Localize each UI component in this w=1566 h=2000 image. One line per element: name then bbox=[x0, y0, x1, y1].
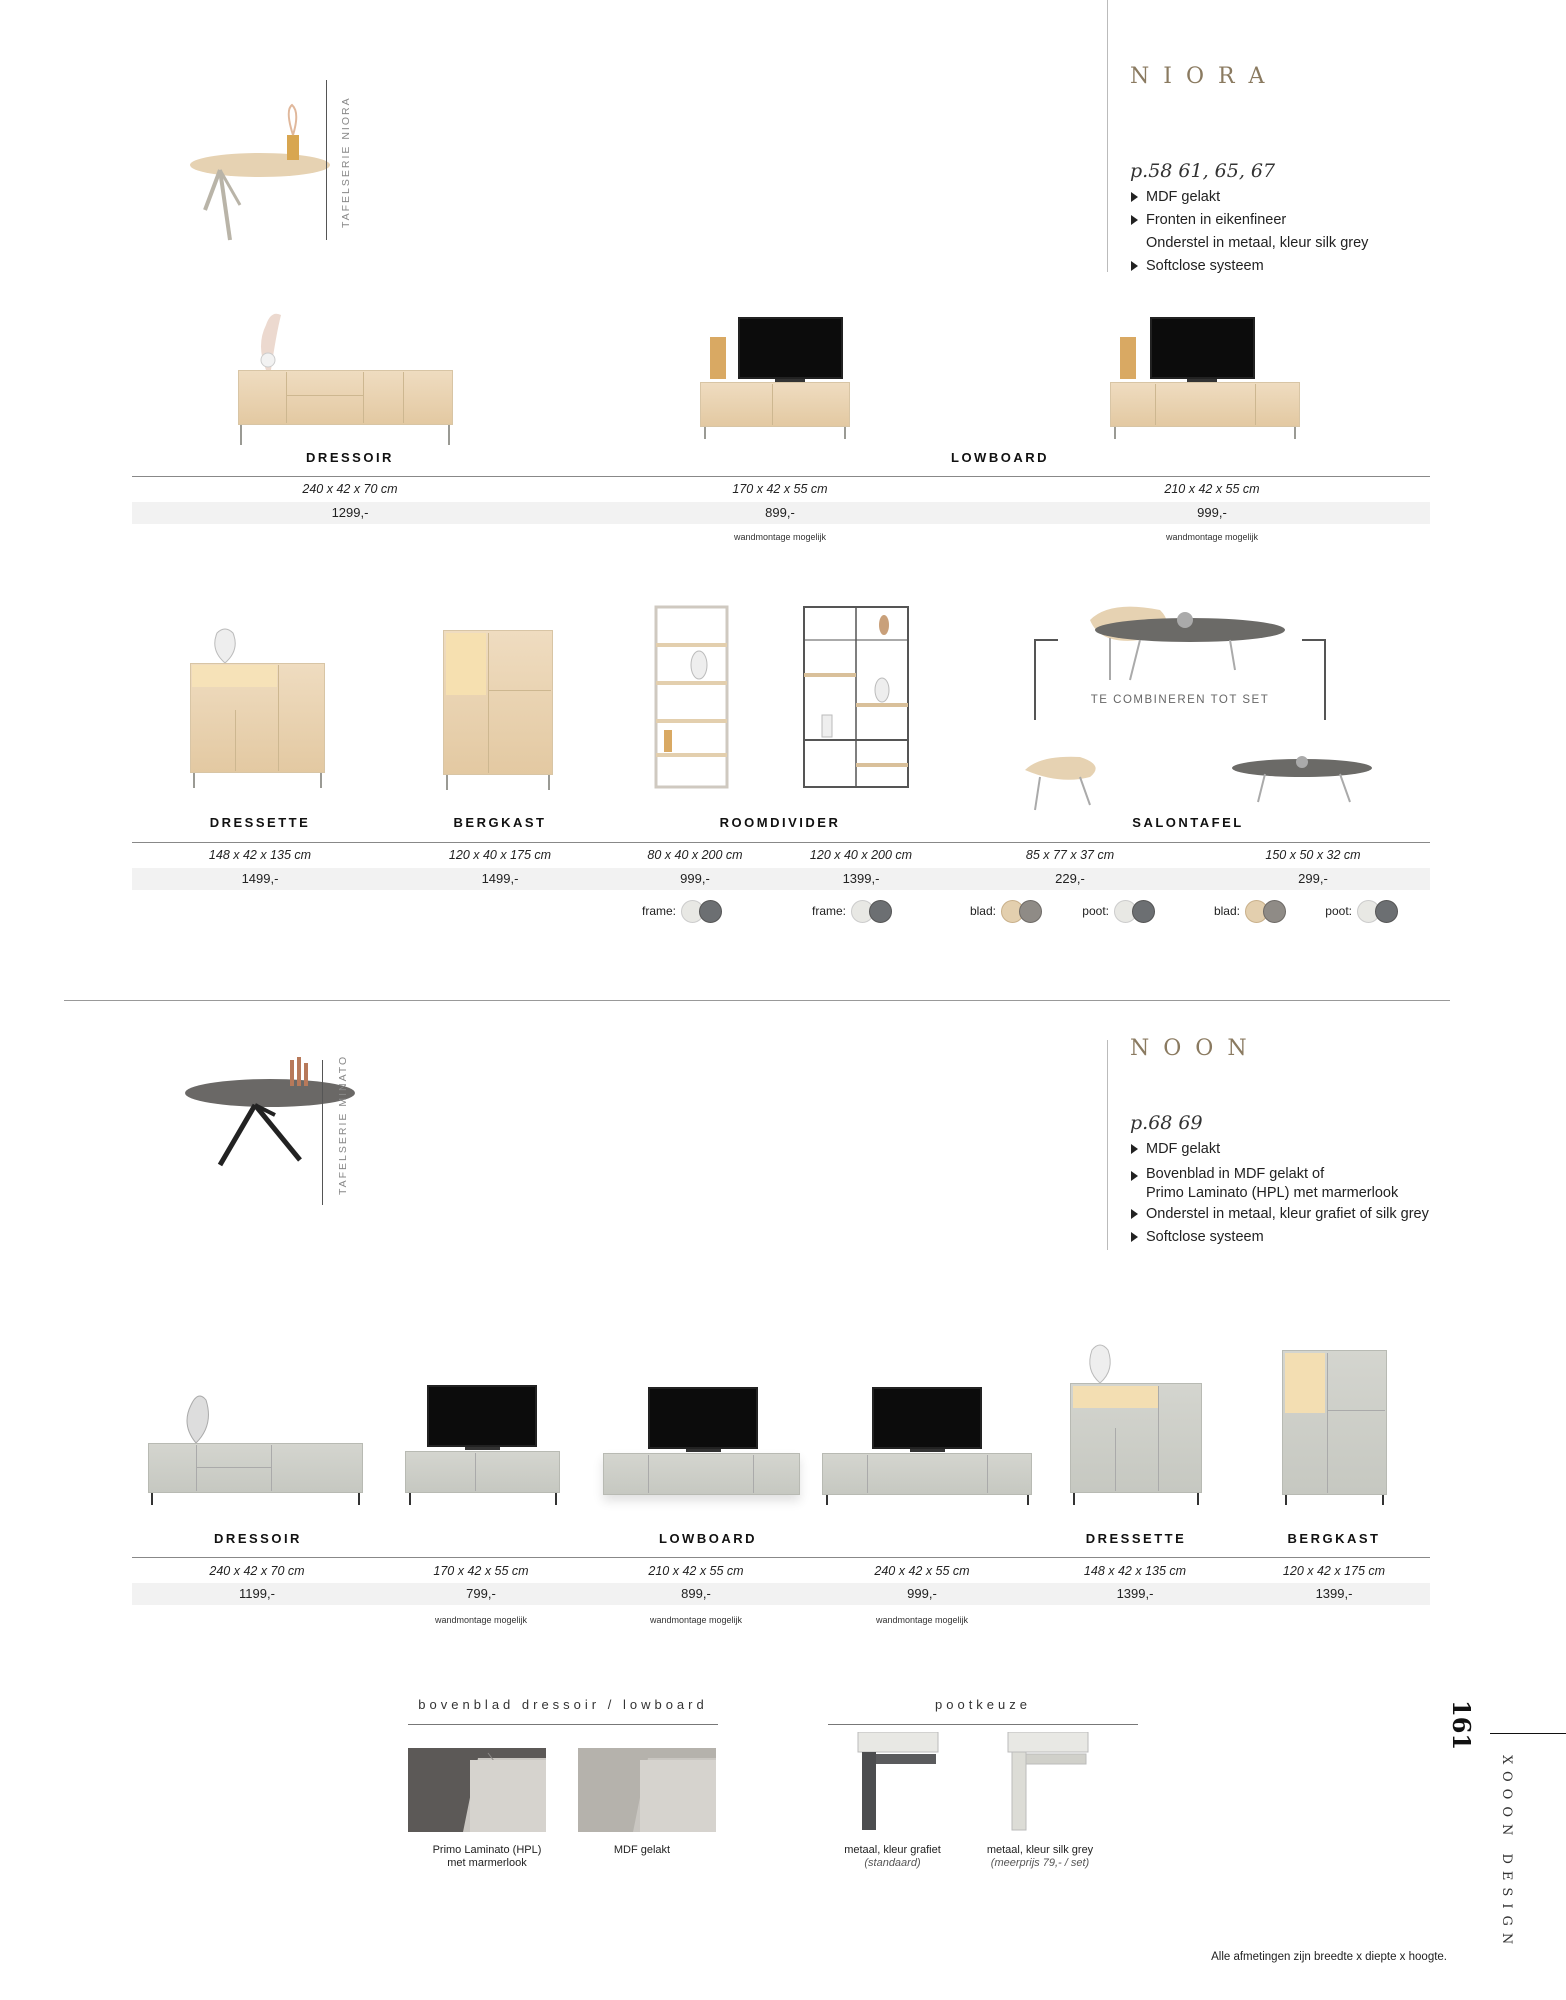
swatch-dark[interactable] bbox=[1132, 900, 1155, 923]
price: 999,- bbox=[680, 871, 710, 886]
price: 1199,- bbox=[239, 1586, 275, 1601]
wall-mount-note: wandmontage mogelijk bbox=[875, 1615, 969, 1625]
table-rule bbox=[132, 476, 1430, 477]
category-bergkast: BERGKAST bbox=[453, 815, 547, 830]
feature-continuation: Primo Laminato (HPL) met marmerlook bbox=[1146, 1185, 1399, 1201]
swatch-dark[interactable] bbox=[1375, 900, 1398, 923]
bergkast-image bbox=[443, 630, 553, 790]
price: 1499,- bbox=[481, 871, 519, 886]
dimension: 85 x 77 x 37 cm bbox=[1025, 848, 1115, 862]
feature-item: MDF gelakt bbox=[1130, 186, 1490, 209]
wall-mount-note: wandmontage mogelijk bbox=[649, 1615, 743, 1625]
page-reference: p.58 61, 65, 67 bbox=[1130, 160, 1276, 182]
price: 1299,- bbox=[331, 505, 369, 520]
category-lowboard: LOWBOARD bbox=[659, 1531, 757, 1546]
table-rule bbox=[132, 1557, 1430, 1558]
roomdivider-image-80 bbox=[654, 605, 729, 790]
dimension: 120 x 42 x 175 cm bbox=[1282, 1564, 1386, 1578]
header-divider bbox=[1107, 0, 1108, 272]
feature-list bbox=[1130, 1138, 1530, 1249]
table-series-label: TAFELSERIE MINATO bbox=[337, 1054, 349, 1195]
leg-option-silkgrey-image[interactable] bbox=[988, 1732, 1093, 1832]
options-rule bbox=[408, 1724, 718, 1725]
dimension: 80 x 40 x 200 cm bbox=[647, 848, 743, 862]
table-image bbox=[185, 1055, 360, 1175]
salontafel-large-image bbox=[1230, 752, 1375, 812]
dimension: 170 x 42 x 55 cm bbox=[732, 482, 828, 496]
category-dressette: DRESSETTE bbox=[1085, 1531, 1187, 1546]
page-number: 161 bbox=[1447, 1700, 1476, 1751]
dressoir-image bbox=[148, 1385, 363, 1505]
header-divider bbox=[1107, 1040, 1108, 1250]
page-reference: p.68 69 bbox=[1130, 1112, 1203, 1134]
top-option-mdf-image[interactable] bbox=[578, 1748, 716, 1832]
dimension: 148 x 42 x 135 cm bbox=[1083, 1564, 1187, 1578]
swatch-label-frame: frame: bbox=[811, 904, 846, 918]
price: 299,- bbox=[1298, 871, 1328, 886]
dressette-image bbox=[190, 625, 325, 790]
leg-options-title: pootkeuze bbox=[935, 1697, 1031, 1712]
side-rule bbox=[1490, 1733, 1566, 1734]
lowboard-image-240 bbox=[822, 1385, 1032, 1505]
lowboard-image-170 bbox=[405, 1385, 560, 1505]
section-divider bbox=[64, 1000, 1450, 1001]
price: 1399,- bbox=[1116, 1586, 1154, 1601]
price: 999,- bbox=[1197, 505, 1227, 520]
category-bergkast: BERGKAST bbox=[1287, 1531, 1381, 1546]
brand-title: NIORA bbox=[1130, 64, 1279, 89]
dimension: 148 x 42 x 135 cm bbox=[208, 848, 312, 862]
wall-mount-note: wandmontage mogelijk bbox=[434, 1615, 528, 1625]
swatch-dark[interactable] bbox=[869, 900, 892, 923]
leg-option-grafiet-image[interactable] bbox=[838, 1732, 943, 1832]
top-option-hpl-caption bbox=[408, 1844, 566, 1870]
wall-mount-note: wandmontage mogelijk bbox=[733, 532, 827, 542]
bergkast-image bbox=[1282, 1350, 1387, 1505]
feature-item: Onderstel in metaal, kleur silk grey bbox=[1146, 235, 1369, 251]
caption-line: MDF gelakt bbox=[613, 1844, 671, 1856]
lowboard-image-210 bbox=[1110, 315, 1300, 445]
feature-list bbox=[1130, 186, 1490, 278]
caption-line: met marmerlook bbox=[447, 1857, 527, 1869]
dimension: 240 x 42 x 70 cm bbox=[209, 1564, 305, 1578]
category-salontafel: SALONTAFEL bbox=[1132, 815, 1244, 830]
category-dressoir: DRESSOIR bbox=[214, 1531, 302, 1546]
brand-title: NOON bbox=[1130, 1036, 1261, 1061]
lowboard-image-170 bbox=[700, 315, 850, 445]
side-brand: XOOON DESIGN bbox=[1499, 1755, 1514, 1952]
dressoir-image bbox=[238, 305, 453, 450]
price: 1399,- bbox=[842, 871, 880, 886]
swatch-label-blad: blad: bbox=[969, 904, 996, 918]
caption-line: (standaard) bbox=[864, 1857, 921, 1869]
salontafel-small-image bbox=[1020, 755, 1110, 815]
dimension: 150 x 50 x 32 cm bbox=[1265, 848, 1361, 862]
top-option-hpl-image[interactable] bbox=[408, 1748, 546, 1832]
lowboard-image-210 bbox=[603, 1385, 800, 1510]
feature-item: MDF gelakt bbox=[1130, 1138, 1530, 1161]
dimension: 170 x 42 x 55 cm bbox=[433, 1564, 529, 1578]
swatch-label-blad: blad: bbox=[1213, 904, 1240, 918]
category-dressoir: DRESSOIR bbox=[306, 450, 394, 465]
footer-note: Alle afmetingen zijn breedte x diepte x hoogte. bbox=[1211, 1951, 1447, 1963]
roomdivider-image-120 bbox=[802, 605, 910, 790]
dimension: 210 x 42 x 55 cm bbox=[648, 1564, 744, 1578]
leg-option-silkgrey-caption bbox=[965, 1844, 1115, 1870]
dimension: 120 x 40 x 175 cm bbox=[448, 848, 552, 862]
price: 229,- bbox=[1055, 871, 1085, 886]
top-option-mdf-caption bbox=[573, 1844, 711, 1857]
feature-item: Softclose systeem bbox=[1130, 1226, 1530, 1249]
wall-mount-note: wandmontage mogelijk bbox=[1165, 532, 1259, 542]
caption-line: metaal, kleur silk grey bbox=[986, 1844, 1094, 1856]
table-divider bbox=[322, 1060, 323, 1205]
dimension: 120 x 40 x 200 cm bbox=[809, 848, 913, 862]
feature-item: Fronten in eikenfineer bbox=[1130, 209, 1490, 232]
combine-label: TE COMBINEREN TOT SET bbox=[1090, 694, 1270, 706]
table-series-label: TAFELSERIE NIORA bbox=[340, 96, 352, 228]
feature-item-continued bbox=[1130, 1184, 1530, 1203]
price: 899,- bbox=[765, 505, 795, 520]
swatch-label-poot: poot: bbox=[1325, 904, 1352, 918]
feature-item: Onderstel in metaal, kleur grafiet of silk grey bbox=[1130, 1203, 1530, 1226]
caption-line: (meerprijs 79,- / set) bbox=[990, 1857, 1090, 1869]
dimension: 240 x 42 x 70 cm bbox=[302, 482, 398, 496]
price: 1399,- bbox=[1315, 1586, 1353, 1601]
leg-option-grafiet-caption bbox=[820, 1844, 965, 1870]
dimension: 210 x 42 x 55 cm bbox=[1164, 482, 1260, 496]
table-rule bbox=[132, 842, 1430, 843]
category-dressette: DRESSETTE bbox=[209, 815, 311, 830]
caption-line: Primo Laminato (HPL) bbox=[432, 1844, 542, 1856]
category-lowboard: LOWBOARD bbox=[951, 450, 1049, 465]
price: 799,- bbox=[466, 1586, 496, 1601]
table-divider bbox=[326, 80, 327, 240]
swatch-label-frame: frame: bbox=[641, 904, 676, 918]
feature-item: Softclose systeem bbox=[1130, 255, 1490, 278]
options-rule bbox=[828, 1724, 1138, 1725]
top-options-title: bovenblad dressoir / lowboard bbox=[418, 1697, 708, 1712]
price: 899,- bbox=[681, 1586, 711, 1601]
price: 1499,- bbox=[241, 871, 279, 886]
swatch-dark[interactable] bbox=[699, 900, 722, 923]
category-roomdivider: ROOMDIVIDER bbox=[719, 815, 841, 830]
dimension: 240 x 42 x 55 cm bbox=[874, 1564, 970, 1578]
caption-line: metaal, kleur grafiet bbox=[844, 1844, 941, 1856]
swatch-label-poot: poot: bbox=[1082, 904, 1109, 918]
feature-item: Bovenblad in MDF gelakt of bbox=[1130, 1165, 1530, 1184]
table-image bbox=[180, 100, 330, 250]
price: 999,- bbox=[907, 1586, 937, 1601]
dressette-image bbox=[1070, 1340, 1202, 1505]
salontafel-set-image bbox=[1030, 600, 1330, 725]
